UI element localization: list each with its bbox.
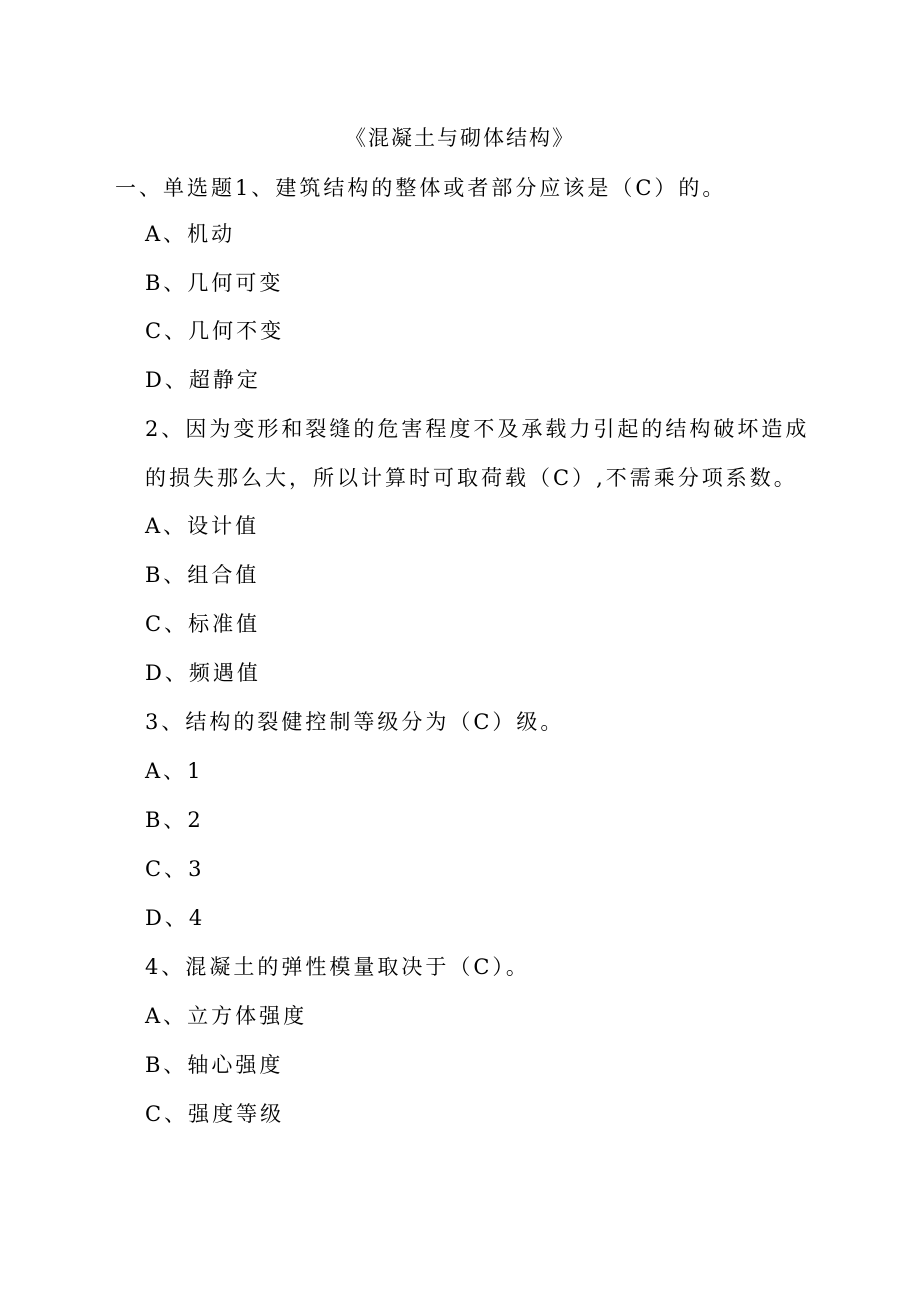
question-2-option-b: B、组合值	[145, 563, 260, 587]
question-3-option-a: A、1	[145, 759, 204, 783]
question-3-option-d: D、4	[145, 906, 206, 930]
question-4-option-c: C、强度等级	[145, 1102, 285, 1126]
question-2-option-a: A、设计值	[145, 514, 260, 538]
section-heading: 一、单选题	[115, 176, 235, 200]
question-4-option-a: A、立方体强度	[145, 1004, 308, 1028]
question-3-text: 3、结构的裂健控制等级分为（C）级。	[145, 710, 565, 734]
question-2-option-c: C、标准值	[145, 612, 261, 636]
question-3-option-b: B、2	[145, 808, 204, 832]
question-2-option-d: D、频遇值	[145, 661, 261, 685]
question-1-option-c: C、几何不变	[145, 319, 285, 343]
question-2-text-line-1: 2、因为变形和裂缝的危害程度不及承载力引起的结构破坏造成	[145, 417, 810, 441]
question-2-text-line-2: 的损失那么大，所以计算时可取荷载（C）,不需乘分项系数。	[145, 466, 798, 490]
question-4-option-b: B、轴心强度	[145, 1053, 284, 1077]
question-1-option-b: B、几何可变	[145, 271, 284, 295]
question-4-text: 4、混凝土的弹性模量取决于（C）。	[145, 955, 530, 979]
question-1-option-d: D、超静定	[145, 368, 261, 392]
question-3-option-c: C、3	[145, 857, 205, 881]
document-title: 《混凝土与砌体结构》	[345, 126, 575, 150]
question-1-line	[115, 172, 726, 204]
question-1-option-a: A、机动	[145, 222, 236, 246]
question-1-text: 1、建筑结构的整体或者部分应该是（C）的。	[235, 176, 727, 200]
